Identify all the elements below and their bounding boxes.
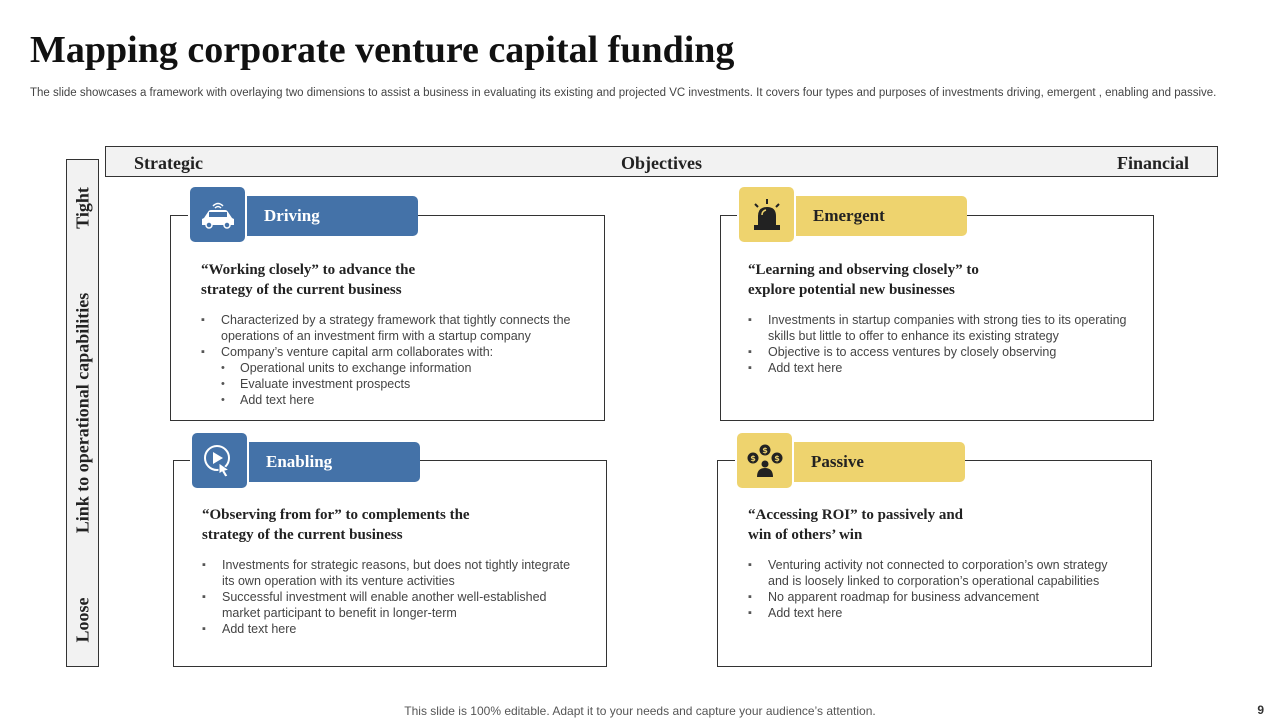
- tab-emergent: Emergent: [739, 196, 967, 236]
- axis-label-financial: Financial: [1116, 153, 1189, 173]
- list-item: ▪ Add text here: [748, 605, 1128, 621]
- list-item: ▪ Company’s venture capital arm collaborates with: • Operational units to exchange information • Evaluate investment prospects • Add text here: [201, 344, 581, 408]
- tab-passive: Passive: [737, 442, 965, 482]
- bullet-list: [202, 557, 582, 637]
- list-item: ▪ Investments in startup companies with strong ties to its operating skills but little to offer to enhance its existing strategy: [748, 312, 1128, 344]
- sub-list: [221, 360, 581, 408]
- axis-label-loose: Loose: [72, 597, 92, 643]
- list-item: ▪ Venturing activity not connected to corporation’s own strategy and is loosely linked to corporation’s operational capabilities: [748, 557, 1128, 589]
- list-item: ▪ Objective is to access ventures by closely observing: [748, 344, 1128, 360]
- list-item: ▪ Add text here: [202, 621, 582, 637]
- axis-label-strategic: Strategic: [134, 153, 203, 173]
- slide-title: Mapping corporate venture capital funding: [30, 29, 735, 71]
- list-item: ▪ Add text here: [748, 360, 1128, 376]
- svg-text:$: $: [761, 445, 768, 455]
- list-item: ▪ Successful investment will enable another well-established market participant to benefit in longer-term: [202, 589, 582, 621]
- page-number: 9: [1257, 703, 1264, 717]
- bullet-list: [748, 312, 1128, 376]
- axis-label-link: Link to operational capabilities: [72, 292, 92, 534]
- svg-text:$: $: [749, 453, 756, 463]
- list-item: • Operational units to exchange information: [221, 360, 581, 376]
- list-item: ▪ Investments for strategic reasons, but does not tightly integrate its own operation with its venture activities: [202, 557, 582, 589]
- quadrant-heading: “Working closely” to advance the strategy of the current business: [201, 262, 416, 298]
- touch-play-icon: [190, 431, 249, 490]
- tab-enabling: Enabling: [192, 442, 420, 482]
- list-item: • Add text here: [221, 392, 581, 408]
- quadrant-driving: [170, 215, 605, 421]
- list-item: ▪ No apparent roadmap for business advancement: [748, 589, 1128, 605]
- quadrant-heading: “Observing from for” to complements the strategy of the current business: [202, 507, 470, 543]
- list-item: ▪ Characterized by a strategy framework that tightly connects the operations of an investment firm with a startup company: [201, 312, 581, 344]
- quadrant-heading: “Learning and observing closely” to explore potential new businesses: [748, 262, 979, 298]
- operational-link-axis: [66, 159, 99, 667]
- footer-note: This slide is 100% editable. Adapt it to your needs and capture your audience’s attention.: [404, 704, 876, 718]
- list-item: • Evaluate investment prospects: [221, 376, 581, 392]
- axis-label-objectives: Objectives: [621, 153, 702, 173]
- quadrant-heading: “Accessing ROI” to passively and win of others’ win: [748, 507, 964, 543]
- quadrant-enabling: [173, 460, 607, 667]
- bullet-list: [748, 557, 1128, 621]
- investor-icon: [735, 431, 794, 490]
- slide-subtitle: The slide showcases a framework with overlaying two dimensions to assist a business in evaluating its existing and projected VC investments. It covers four types and purposes of investments driving, emergent , enabling and passive.: [30, 87, 1217, 99]
- tab-driving: Driving: [190, 196, 418, 236]
- objectives-axis: [105, 146, 1218, 177]
- siren-icon: [737, 185, 796, 244]
- axis-label-tight: Tight: [72, 187, 92, 229]
- bullet-list: [201, 312, 581, 408]
- quadrant-emergent: [720, 215, 1154, 421]
- quadrant-passive: [717, 460, 1152, 667]
- svg-text:$: $: [773, 453, 780, 463]
- car-icon: [188, 185, 247, 244]
